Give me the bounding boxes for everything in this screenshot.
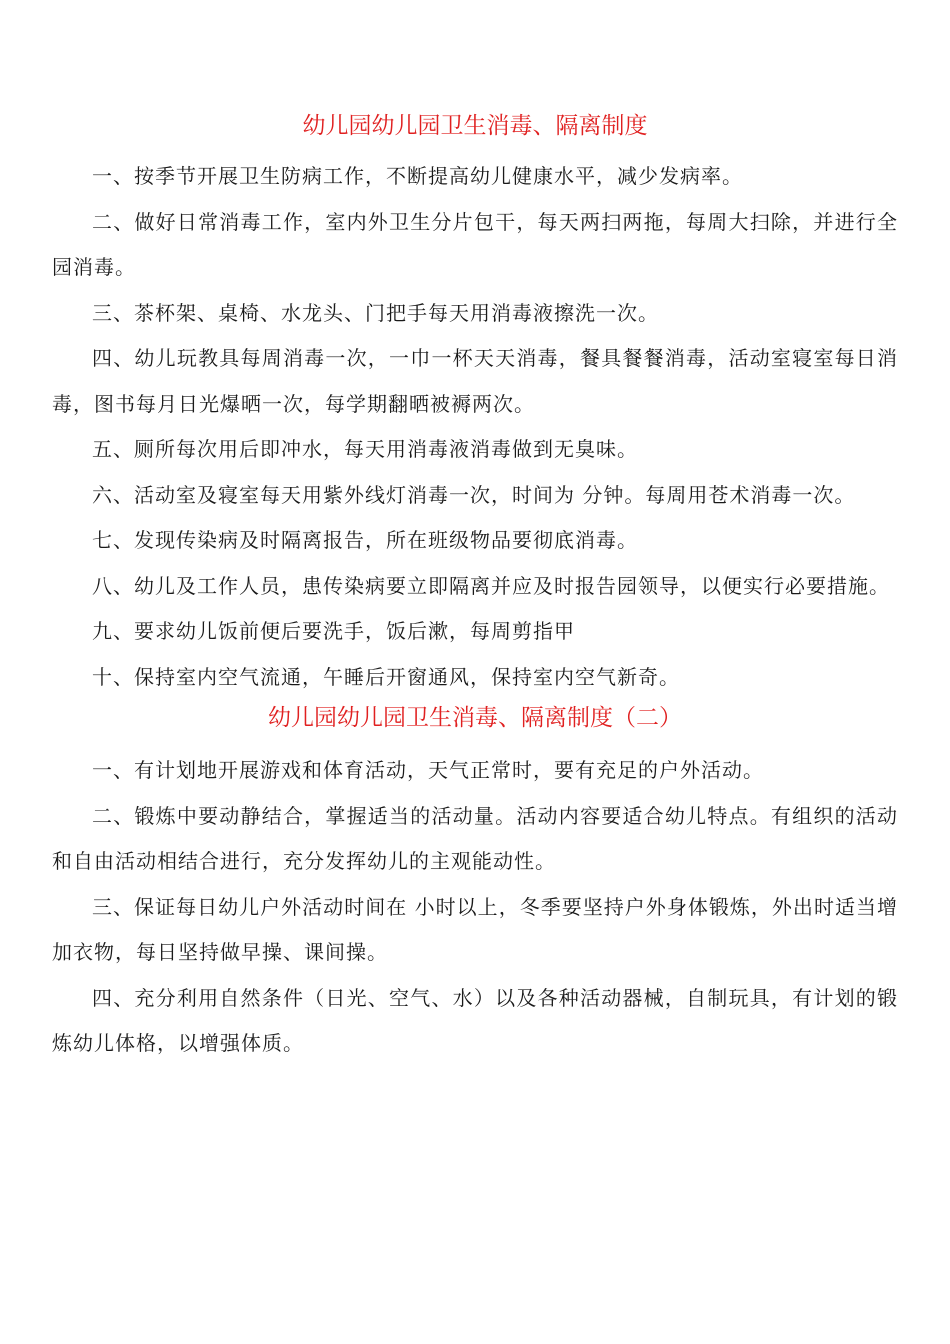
- document-page: [52, 110, 898, 1067]
- section2-body: [52, 748, 898, 1067]
- section1-paragraph-4: 四、幼儿玩教具每周消毒一次，一巾一杯天天消毒，餐具餐餐消毒，活动室寝室每日消毒，图书每月日光爆晒一次，每学期翻晒被褥两次。: [52, 346, 898, 416]
- section1-paragraph-6: 六、活动室及寝室每天用紫外线灯消毒一次，时间为 分钟。每周用苍术消毒一次。: [92, 482, 856, 507]
- section1-title: 幼儿园幼儿园卫生消毒、隔离制度: [302, 113, 648, 139]
- section1-paragraph-2: 二、做好日常消毒工作，室内外卫生分片包干，每天两扫两拖，每周大扫除，并进行全园消毒。: [52, 209, 898, 279]
- section2-paragraph-1: 一、有计划地开展游戏和体育活动，天气正常时，要有充足的户外活动。: [92, 758, 764, 782]
- section1-paragraph-8: 八、幼儿及工作人员，患传染病要立即隔离并应及时报告园领导，以便实行必要措施。: [92, 573, 890, 598]
- section1-paragraph-5: 五、厕所每次用后即冲水，每天用消毒液消毒做到无臭味。: [92, 437, 638, 461]
- section1-paragraph-9: 九、要求幼儿饭前便后要洗手，饭后漱，每周剪指甲: [92, 619, 575, 643]
- section1-paragraph-1: 一、按季节开展卫生防病工作，不断提高幼儿健康水平，减少发病率。: [92, 164, 743, 188]
- section2-paragraph-4: 四、充分利用自然条件（日光、空气、水）以及各种活动器械，自制玩具，有计划的锻炼幼儿体格，以增强体质。: [52, 985, 898, 1055]
- section1-paragraph-3: 三、茶杯架、桌椅、水龙头、门把手每天用消毒液擦洗一次。: [92, 300, 659, 325]
- section1-body: [52, 154, 898, 700]
- section2-paragraph-3: 三、保证每日幼儿户外活动时间在 小时以上，冬季要坚持户外身体锻炼，外出时适当增加衣物，每日坚持做早操、课间操。: [52, 894, 898, 964]
- section1-paragraph-10: 十、保持室内空气流通，午睡后开窗通风，保持室内空气新奇。: [92, 664, 680, 689]
- section1-paragraph-7: 七、发现传染病及时隔离报告，所在班级物品要彻底消毒。: [92, 528, 638, 552]
- section2-title: 幼儿园幼儿园卫生消毒、隔离制度（二）: [268, 705, 682, 731]
- section2-paragraph-2: 二、锻炼中要动静结合，掌握适当的活动量。活动内容要适合幼儿特点。有组织的活动和自由活动相结合进行，充分发挥幼儿的主观能动性。: [52, 803, 898, 873]
